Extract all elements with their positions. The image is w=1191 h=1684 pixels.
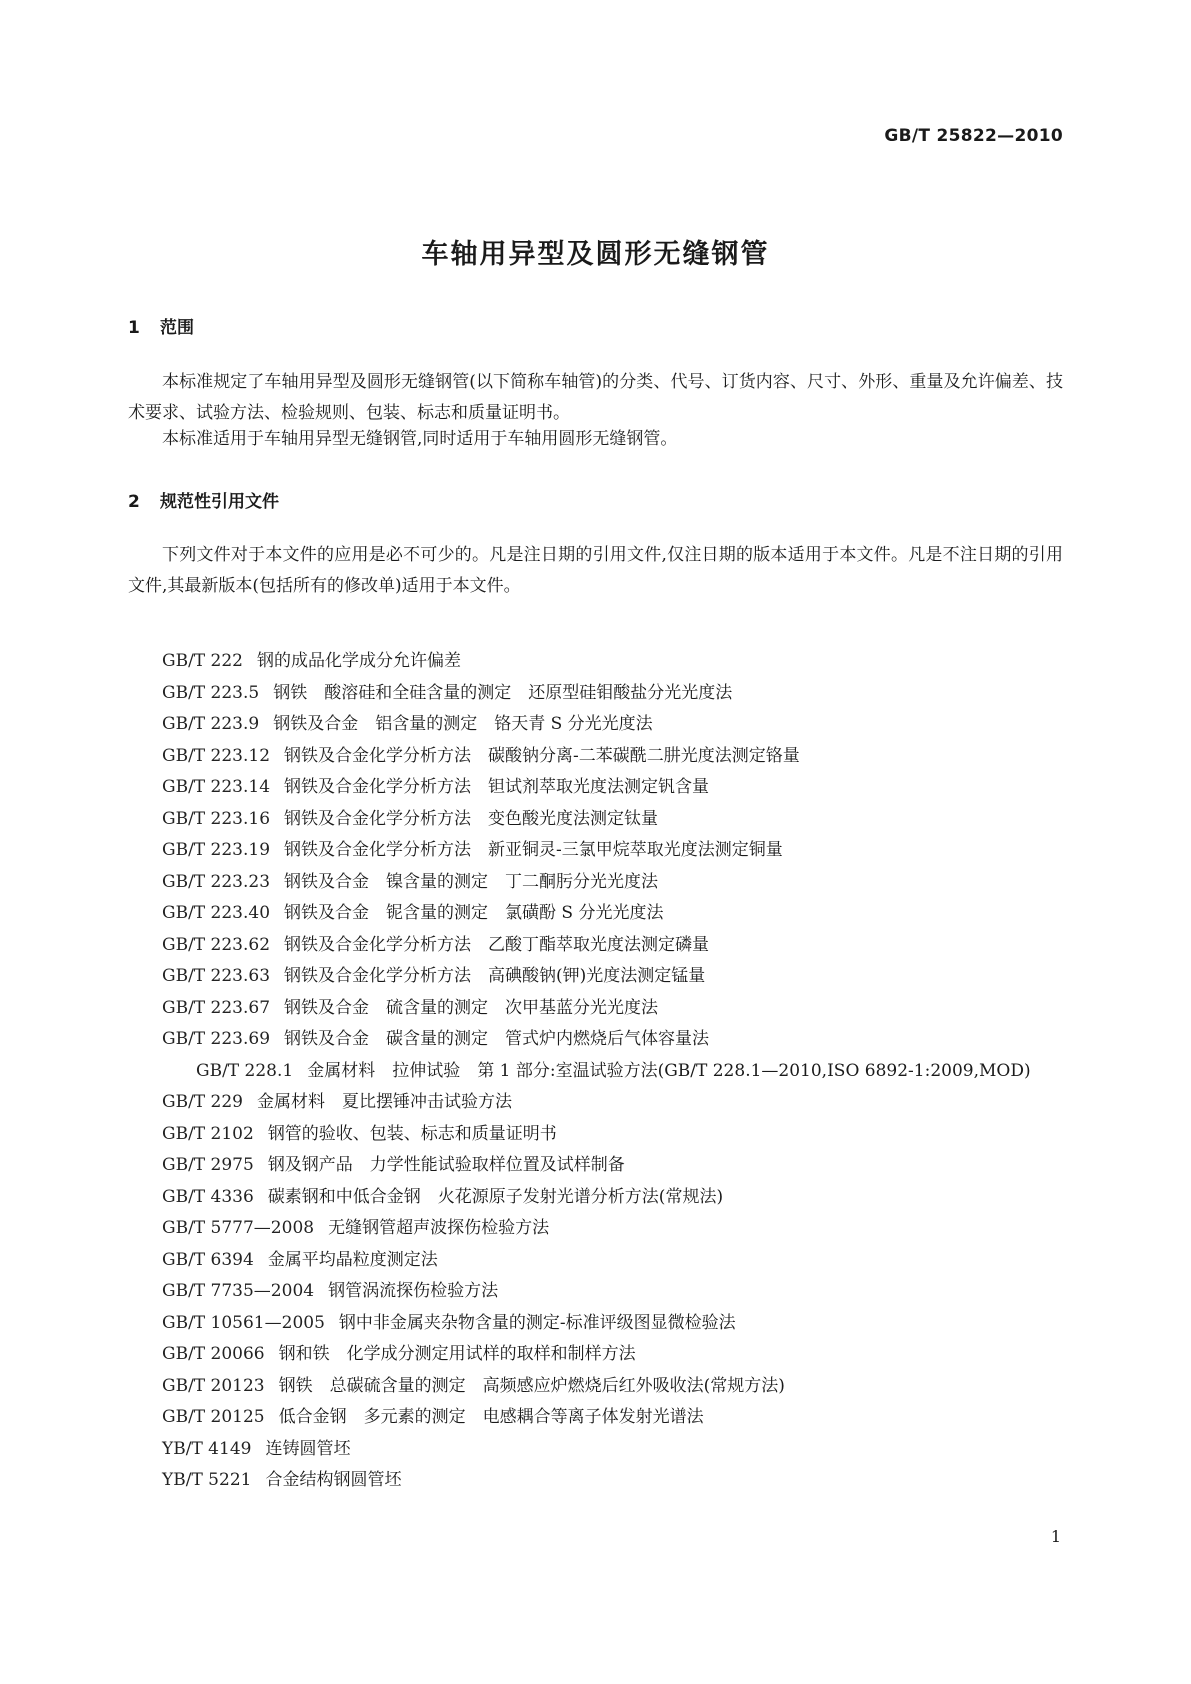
reference-item xyxy=(128,1276,1063,1308)
scope-paragraph-1: 本标准规定了车轴用异型及圆形无缝钢管(以下简称车轴管)的分类、代号、订货内容、尺寸、外形、重量及允许偏差、技术要求、试验方法、检验规则、包装、标志和质量证明书。 xyxy=(128,372,1063,423)
scope-paragraph-2: 本标准适用于车轴用异型无缝钢管,同时适用于车轴用圆形无缝钢管。 xyxy=(162,429,678,449)
reference-title: 钢铁及合金化学分析方法 新亚铜灵-三氯甲烷萃取光度法测定铜量 xyxy=(284,840,783,860)
reference-code: GB/T 20066 xyxy=(162,1344,265,1364)
reference-item xyxy=(128,1087,1063,1119)
reference-code: GB/T 223.69 xyxy=(162,1029,271,1049)
reference-item xyxy=(128,646,1063,678)
reference-item xyxy=(128,1150,1063,1182)
reference-title: 低合金钢 多元素的测定 电感耦合等离子体发射光谱法 xyxy=(278,1407,704,1427)
reference-title: 金属材料 拉伸试验 第 1 部分:室温试验方法(GB/T 228.1—2010,ISO 6892-1:2009,MOD) xyxy=(307,1060,1031,1081)
reference-title: 钢铁及合金 碳含量的测定 管式炉内燃烧后气体容量法 xyxy=(284,1029,710,1049)
reference-item xyxy=(128,898,1063,930)
reference-item xyxy=(128,741,1063,773)
reference-title: 钢铁 总碳硫含量的测定 高频感应炉燃烧后红外吸收法(常规方法) xyxy=(278,1375,785,1396)
reference-item xyxy=(128,1434,1063,1466)
reference-title: 钢铁及合金 镍含量的测定 丁二酮肟分光光度法 xyxy=(284,871,659,892)
section-heading-scope xyxy=(128,313,194,338)
reference-title: 钢中非金属夹杂物含量的测定-标准评级图显微检验法 xyxy=(338,1312,736,1333)
reference-code: GB/T 223.67 xyxy=(162,997,271,1018)
reference-code: GB/T 10561—2005 xyxy=(162,1312,325,1333)
reference-item xyxy=(128,1182,1063,1214)
reference-item xyxy=(128,1308,1063,1340)
reference-title: 钢管涡流探伤检验方法 xyxy=(328,1281,499,1301)
reference-item xyxy=(128,930,1063,962)
reference-code: YB/T 4149 xyxy=(162,1438,252,1459)
reference-title: 钢铁及合金化学分析方法 钽试剂萃取光度法测定钒含量 xyxy=(284,777,710,797)
reference-code: GB/T 5777—2008 xyxy=(162,1218,315,1238)
reference-title: 连铸圆管坯 xyxy=(265,1438,351,1459)
reference-title: 碳素钢和中低合金钢 火花源原子发射光谱分析方法(常规法) xyxy=(267,1186,724,1207)
reference-code: GB/T 223.14 xyxy=(162,777,271,797)
reference-title: 钢铁及合金 铌含量的测定 氯磺酚 S 分光光度法 xyxy=(284,903,664,923)
reference-title: 钢铁及合金 硫含量的测定 次甲基蓝分光光度法 xyxy=(284,997,659,1018)
reference-title: 钢管的验收、包装、标志和质量证明书 xyxy=(267,1123,557,1144)
reference-title: 金属平均晶粒度测定法 xyxy=(267,1249,438,1270)
reference-item xyxy=(128,678,1063,710)
reference-code: GB/T 223.23 xyxy=(162,871,271,892)
section-title: 范围 xyxy=(160,318,194,338)
reference-code: GB/T 2102 xyxy=(162,1123,254,1144)
reference-title: 钢和铁 化学成分测定用试样的取样和制样方法 xyxy=(278,1344,636,1364)
reference-code: GB/T 223.63 xyxy=(162,966,271,986)
reference-item xyxy=(128,1402,1063,1434)
reference-item xyxy=(128,1056,1063,1088)
reference-code: GB/T 4336 xyxy=(162,1186,254,1207)
reference-title: 钢的成品化学成分允许偏差 xyxy=(257,651,461,671)
reference-code: GB/T 223.16 xyxy=(162,808,271,829)
reference-item xyxy=(128,1465,1063,1497)
reference-title: 钢铁及合金化学分析方法 变色酸光度法测定钛量 xyxy=(284,808,659,829)
section-number: 1 xyxy=(128,318,140,338)
reference-code: GB/T 223.5 xyxy=(162,682,260,703)
reference-item xyxy=(128,835,1063,867)
reference-item xyxy=(128,772,1063,804)
reference-list xyxy=(128,646,1063,1497)
reference-title: 钢及钢产品 力学性能试验取样位置及试样制备 xyxy=(267,1155,625,1175)
reference-title: 钢铁及合金化学分析方法 乙酸丁酯萃取光度法测定磷量 xyxy=(284,934,710,955)
reference-code: GB/T 223.40 xyxy=(162,903,271,923)
reference-code: GB/T 228.1 xyxy=(196,1060,294,1081)
reference-title: 钢铁 酸溶硅和全硅含量的测定 还原型硅钼酸盐分光光度法 xyxy=(273,682,733,703)
section-heading-normative-references xyxy=(128,487,279,512)
reference-item xyxy=(128,961,1063,993)
reference-title: 钢铁及合金 铝含量的测定 铬天青 S 分光光度法 xyxy=(273,714,653,734)
section-title: 规范性引用文件 xyxy=(160,492,279,512)
reference-item xyxy=(128,1024,1063,1056)
reference-code: GB/T 6394 xyxy=(162,1249,254,1270)
reference-title: 合金结构钢圆管坯 xyxy=(265,1470,402,1490)
reference-item xyxy=(128,1119,1063,1151)
reference-code: GB/T 222 xyxy=(162,651,243,671)
section-number: 2 xyxy=(128,492,140,512)
reference-title: 金属材料 夏比摆锤冲击试验方法 xyxy=(257,1092,512,1112)
standard-code: GB/T 25822—2010 xyxy=(884,126,1063,146)
reference-code: GB/T 229 xyxy=(162,1092,243,1112)
reference-code: YB/T 5221 xyxy=(162,1470,252,1490)
reference-item xyxy=(128,709,1063,741)
reference-title: 钢铁及合金化学分析方法 碳酸钠分离-二苯碳酰二肼光度法测定铬量 xyxy=(284,745,800,766)
reference-item xyxy=(128,1245,1063,1277)
reference-item xyxy=(128,1339,1063,1371)
reference-title: 钢铁及合金化学分析方法 高碘酸钠(钾)光度法测定锰量 xyxy=(284,966,706,986)
reference-item xyxy=(128,993,1063,1025)
reference-item xyxy=(128,867,1063,899)
reference-item xyxy=(128,1213,1063,1245)
reference-code: GB/T 223.62 xyxy=(162,934,271,955)
reference-code: GB/T 223.19 xyxy=(162,840,271,860)
document-title: 车轴用异型及圆形无缝钢管 xyxy=(421,239,770,270)
reference-code: GB/T 7735—2004 xyxy=(162,1281,315,1301)
reference-code: GB/T 20123 xyxy=(162,1375,265,1396)
reference-code: GB/T 223.9 xyxy=(162,714,260,734)
reference-code: GB/T 223.12 xyxy=(162,745,271,766)
references-intro-paragraph: 下列文件对于本文件的应用是必不可少的。凡是注日期的引用文件,仅注日期的版本适用于本文件。凡是不注日期的引用文件,其最新版本(包括所有的修改单)适用于本文件。 xyxy=(128,545,1063,596)
page-number: 1 xyxy=(1050,1527,1061,1546)
reference-item xyxy=(128,1371,1063,1403)
reference-title: 无缝钢管超声波探伤检验方法 xyxy=(328,1218,550,1238)
reference-code: GB/T 2975 xyxy=(162,1155,254,1175)
reference-code: GB/T 20125 xyxy=(162,1407,265,1427)
reference-item xyxy=(128,804,1063,836)
